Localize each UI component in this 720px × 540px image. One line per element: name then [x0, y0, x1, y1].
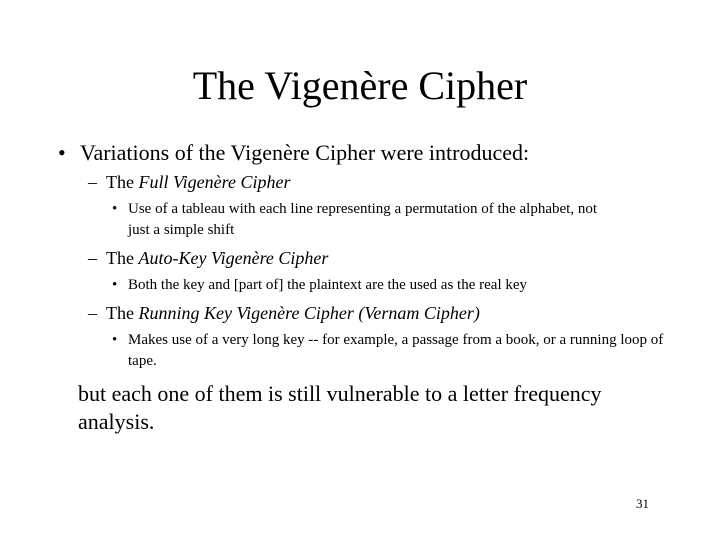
- variation-name: Full Vigenère Cipher: [138, 172, 291, 192]
- detail-text: Use of a tableau with each line representing a permutation of the alphabet, not just a simple shift: [128, 201, 597, 238]
- variation-name: Auto-Key Vigenère Cipher: [138, 248, 329, 268]
- dash-marker: –: [88, 172, 97, 192]
- detail-bullet-marker: •: [112, 332, 118, 348]
- variation-auto-key-detail: [112, 275, 632, 296]
- page-number: 31: [636, 496, 649, 511]
- dash-marker: –: [88, 248, 97, 268]
- variation-running-key-detail: [112, 330, 672, 372]
- main-bullet: [58, 139, 529, 167]
- variation-full-vigenere: [88, 171, 290, 193]
- variation-running-key: [88, 302, 480, 324]
- bullet-marker: •: [58, 140, 66, 165]
- variation-prefix: The: [106, 303, 134, 323]
- detail-text: Makes use of a very long key -- for example, a passage from a book, or a running loop of tape.: [128, 332, 664, 369]
- variation-full-vigenere-detail: [112, 199, 612, 241]
- variation-prefix: The: [106, 248, 134, 268]
- conclusion-text: but each one of them is still vulnerable to a letter frequency analysis.: [78, 381, 602, 434]
- variation-prefix: The: [106, 172, 134, 192]
- variation-name: Running Key Vigenère Cipher (Vernam Cipher): [138, 303, 480, 323]
- slide-title: The Vigenère Cipher: [192, 63, 528, 108]
- detail-text: Both the key and [part of] the plaintext are the used as the real key: [128, 277, 528, 293]
- dash-marker: –: [88, 303, 97, 323]
- variation-auto-key: [88, 247, 328, 269]
- detail-bullet-marker: •: [112, 277, 118, 293]
- main-bullet-text: Variations of the Vigenère Cipher were introduced:: [80, 140, 530, 165]
- detail-bullet-marker: •: [112, 201, 118, 217]
